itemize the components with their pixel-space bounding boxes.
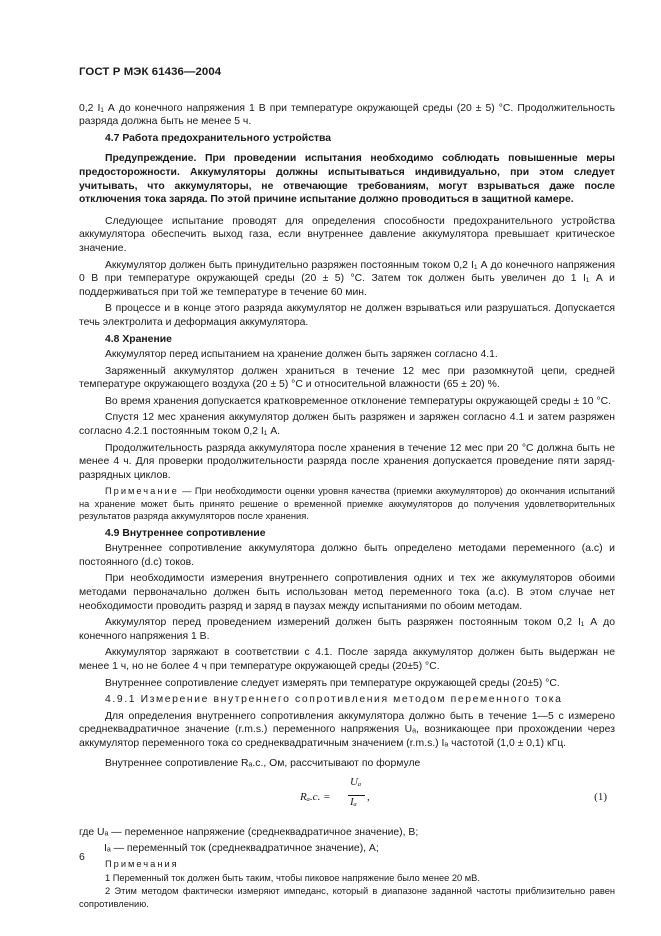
paragraph-continuation: 0,2 I₁ А до конечного напряжения 1 В при температуре окружающей среды (20 ± 5) °С. Продолжительность разряда должна быть не менее 5 ч. [79, 102, 615, 128]
document-header: ГОСТ Р МЭК 61436—2004 [79, 66, 222, 78]
paragraph-4-9-1-a: Для определения внутреннего сопротивления аккумулятора должно быть в течение 1—5 с измерено среднеквадратичное значение (r.m.s.) переменного напряжения Uₐ, возникающее при прохождении через аккумулятор переменного тока со среднеквадратичным значением (r.m.s.) Iₐ частотой (1,0 ± 0,1) кГц. [79, 710, 615, 749]
equation-number: (1) [594, 791, 607, 804]
notes-label: Примечания [105, 859, 179, 870]
formula-numerator: Uₐ [350, 776, 362, 789]
paragraph-4-8-a: Аккумулятор перед испытанием на хранение должен быть заряжен согласно 4.1. [105, 349, 498, 361]
section-4-9-title: 4.9 Внутреннее сопротивление [105, 527, 266, 539]
paragraph-4-9-c: Аккумулятор перед проведением измерений должен быть разряжен постоянным током 0,2 I₁ А до конечного напряжения 1 В. [79, 617, 615, 642]
paragraph-4-8-c: Во время хранения допускается кратковременное отклонение температуры окружающей среды ± 10 °С. [105, 395, 612, 407]
document-page [79, 66, 615, 913]
definition-ia: Iₐ — переменный ток (среднеквадратичное значение), А; [104, 842, 379, 854]
note-4-8 [79, 485, 615, 522]
formula-tail: , [367, 791, 370, 804]
paragraph-4-7-b: Аккумулятор должен быть принудительно разряжен постоянным током 0,2 I₁ А до конечного напряжения 0 В при температуре окружающей среды (20 ± 5) °С. Затем ток должен быть увеличен до 1 I₁ А и поддерживаться при той же температуре в течение 60 мин. [79, 259, 615, 298]
formula-1 [79, 774, 615, 824]
page-number: 6 [79, 852, 85, 863]
paragraph-4-8-d: Спустя 12 мес хранения аккумулятор должен быть разряжен и заряжен согласно 4.1 и затем разряжен согласно 4.2.1 постоянным током 0,2 I₁ А. [79, 412, 615, 438]
formula-definitions [79, 826, 615, 855]
paragraph-4-8-e: Продолжительность разряда аккумулятора после хранения в течение 12 мес при 20 °С должна быть не менее 4 ч. Для проверки продолжительности разряда после хранения допускается проведение пяти заряд-разрядных циклов. [79, 442, 615, 481]
warning-paragraph: Предупреждение. При проведении испытания необходимо соблюдать повышенные меры предосторожности. Аккумуляторы должны испытываться индивидуально, при этом следует учитывать, что аккумуляторы, не отвечающие требованиям, могут взрываться даже после отключения тока заряда. По этой причине испытание должно проводиться в защитной камере. [79, 153, 615, 206]
note-2: 2 Этим методом фактически измеряют импеданс, который в диапазоне заданной частоты приблизительно равен сопротивлению. [79, 886, 615, 909]
section-4-7-title: 4.7 Работа предохранительного устройства [105, 132, 332, 144]
paragraph-4-7-a: Следующее испытание проводят для определения способности предохранительного устройства аккумулятора обеспечить выход газа, если внутреннее давление аккумулятора превышает критическое значение. [79, 215, 615, 254]
section-4-9-1-title: 4.9.1 Измерение внутреннего сопротивления методом переменного тока [105, 694, 563, 706]
paragraph-4-9-1-b: Внутреннее сопротивление Rₐ.с., Ом, рассчитывают по формуле [105, 757, 421, 769]
paragraph-4-8-b: Заряженный аккумулятор должен храниться в течение 12 мес при разомкнутой цепи, средней температуре окружающего воздуха (20 ± 5) °С и относительной влажности (65 ± 20) %. [79, 365, 615, 391]
paragraph-4-9-d: Аккумулятор заряжают в соответствии с 4.1. После заряда аккумулятор должен быть выдержан не менее 1 ч, но не более 4 ч при температуре окружающей среды (20±5) °С. [79, 647, 615, 672]
note-1: 1 Переменный ток должен быть таким, чтобы пиковое напряжение было менее 20 мВ. [105, 872, 480, 883]
paragraph-4-9-b: При необходимости измерения внутреннего сопротивления одних и тех же аккумуляторов обоими методами первоначально должен быть использован метод переменного тока (а.с). В этом случае нет необходимости проводить разряд и заряд в паузах между испытаниями по обоим методам. [79, 573, 615, 612]
definition-ua: где Uₐ — переменное напряжение (среднеквадратичное значение), В; [79, 827, 419, 839]
note-label: Примечание [105, 486, 179, 497]
formula-lhs: Rₐ.с. = [300, 791, 331, 804]
note-text: — При необходимости оценки уровня качества (приемки аккумуляторов) до окончания испытаний на хранение может быть принято решение о временной приемке аккумуляторов до получения удовлетворительных результатов разряда аккумуляторов после хранения. [79, 486, 615, 522]
formula-denominator: Iₐ [350, 796, 357, 809]
paragraph-4-7-c: В процессе и в конце этого разряда аккумулятор не должен взрываться или разрушаться. Допускается течь электролита и деформация аккумулятора. [79, 303, 615, 328]
paragraph-4-9-e: Внутреннее сопротивление следует измерять при температуре окружающей среды (20±5) °С. [105, 677, 560, 689]
paragraph-4-9-a: Внутреннее сопротивление аккумулятора должно быть определено методами переменного (а.с) и постоянного (d.c) токов. [79, 543, 615, 568]
section-4-8-title: 4.8 Хранение [105, 333, 172, 345]
